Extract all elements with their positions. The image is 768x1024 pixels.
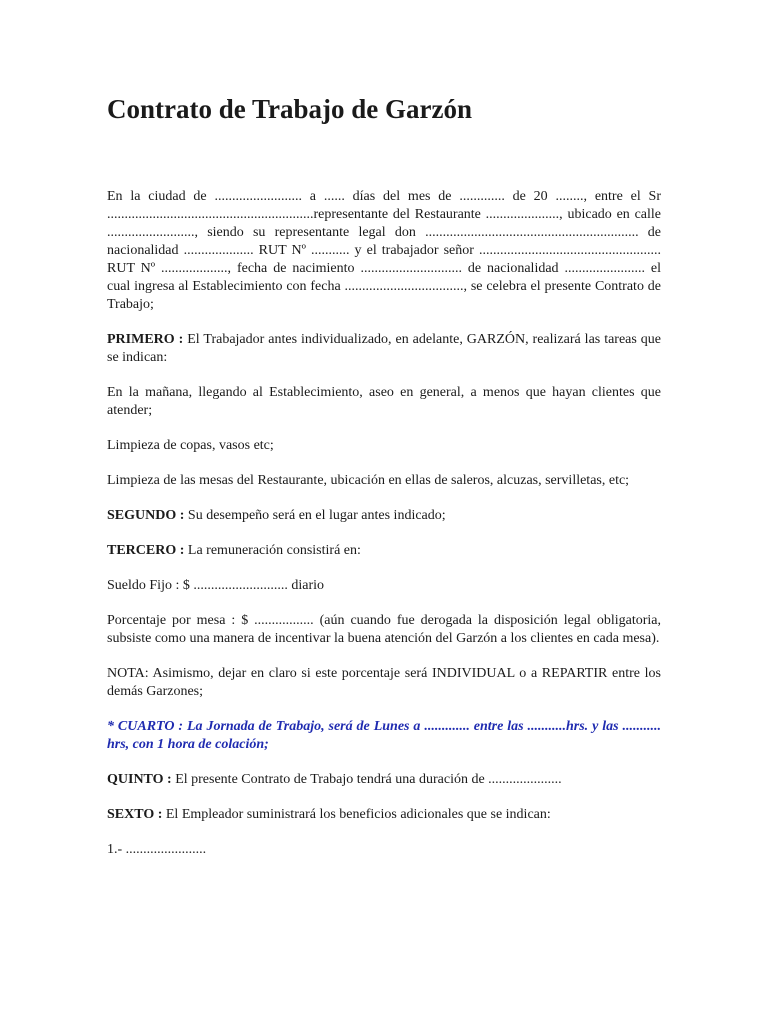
sueldo-fijo: Sueldo Fijo : $ ........................... diario xyxy=(107,578,324,593)
clause-primero xyxy=(107,331,661,367)
clause-text: El Trabajador antes individualizado, en adelante, GARZÓN, realizará las tareas que se indican: xyxy=(107,332,661,365)
intro-paragraph: En la ciudad de ......................... a ...... días del mes de ............. de 20 ........, entre el Sr ...........................................................representante del Restaurante ....................., ubicado en calle ........................., siendo su representante legal don ............................................................. de nacionalidad .................... RUT Nº ........... y el trabajador señor .................................................... RUT Nº ..................., fecha de nacimiento ............................. de nacionalidad ....................... el cual ingresa al Establecimiento con fecha .................................., se celebra el presente Contrato de Trabajo; xyxy=(107,189,661,312)
clause-sexto xyxy=(107,806,661,824)
clause-text: El presente Contrato de Trabajo tendrá una duración de ..................... xyxy=(171,772,562,787)
clause-label: QUINTO : xyxy=(107,772,172,787)
list-item: 1.- ....................... xyxy=(107,842,207,857)
document-title: Contrato de Trabajo de Garzón xyxy=(107,94,472,124)
task-morning: En la mañana, llegando al Establecimiento, aseo en general, a menos que hayan clientes que atender; xyxy=(107,385,661,418)
task-cups: Limpieza de copas, vasos etc; xyxy=(107,438,274,453)
clause-label: TERCERO : xyxy=(107,543,185,558)
clause-segundo xyxy=(107,507,661,525)
clause-quinto xyxy=(107,771,661,789)
clause-label: PRIMERO : xyxy=(107,332,184,347)
clause-label: SEXTO : xyxy=(107,807,163,822)
nota: NOTA: Asimismo, dejar en claro si este porcentaje será INDIVIDUAL o a REPARTIR entre los demás Garzones; xyxy=(107,666,661,699)
task-tables: Limpieza de las mesas del Restaurante, ubicación en ellas de saleros, alcuzas, servilletas, etc; xyxy=(107,473,630,488)
clause-tercero xyxy=(107,542,661,560)
clause-text: Su desempeño será en el lugar antes indicado; xyxy=(184,508,446,523)
porcentaje-mesa: Porcentaje por mesa : $ ................. (aún cuando fue derogada la disposición legal obligatoria, subsiste como una manera de incentivar la buena atención del Garzón a los clientes en cada mesa). xyxy=(107,613,661,646)
clause-text: La remuneración consistirá en: xyxy=(184,543,361,558)
clause-label: SEGUNDO : xyxy=(107,508,185,523)
clause-text: El Empleador suministrará los beneficios adicionales que se indican: xyxy=(162,807,551,822)
clause-cuarto: * CUARTO : La Jornada de Trabajo, será de Lunes a ............. entre las ...........hrs. y las ........... hrs, con 1 hora de colación; xyxy=(107,719,661,752)
